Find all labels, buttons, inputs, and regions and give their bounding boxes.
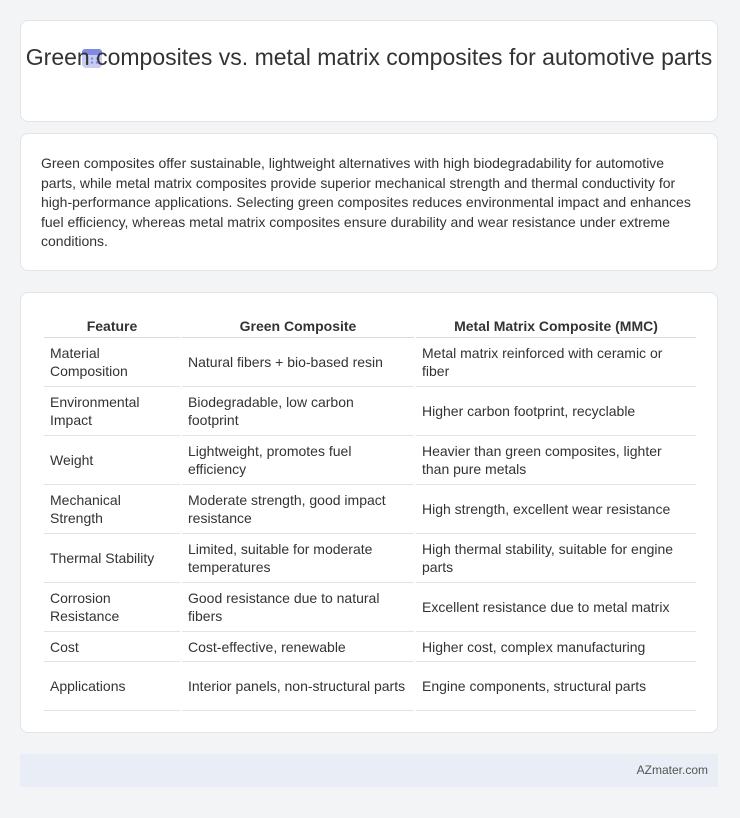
- row-feature: Material Composition: [44, 338, 180, 387]
- table-row: [44, 387, 696, 436]
- table-row: [44, 583, 696, 632]
- row-green-value: Limited, suitable for moderate temperatures: [182, 534, 414, 583]
- row-green-value: Moderate strength, good impact resistance: [182, 485, 414, 534]
- row-green-value: Lightweight, promotes fuel efficiency: [182, 436, 414, 485]
- header-feature: Feature: [44, 315, 180, 338]
- row-mmc-value: Heavier than green composites, lighter than pure metals: [416, 436, 696, 485]
- table-row: [44, 436, 696, 485]
- row-feature: Cost: [44, 632, 180, 662]
- row-mmc-value: Higher cost, complex manufacturing: [416, 632, 696, 662]
- row-green-value: Biodegradable, low carbon footprint: [182, 387, 414, 436]
- page-title: Green composites vs. metal matrix composites for automotive parts: [25, 44, 713, 70]
- table-row: [44, 662, 696, 711]
- summary-card: [20, 133, 718, 271]
- row-feature: Thermal Stability: [44, 534, 180, 583]
- row-mmc-value: Metal matrix reinforced with ceramic or fiber: [416, 338, 696, 387]
- row-mmc-value: High strength, excellent wear resistance: [416, 485, 696, 534]
- row-mmc-value: High thermal stability, suitable for engine parts: [416, 534, 696, 583]
- row-mmc-value: Engine components, structural parts: [416, 662, 696, 711]
- summary-text: Green composites offer sustainable, lightweight alternatives with high biodegradability for automotive parts, while metal matrix composites provide superior mechanical strength and thermal conductivity for high-performance applications. Selecting green composites reduces environmental impact and enhances fuel efficiency, whereas metal matrix composites ensure durability and wear resistance under extreme conditions.: [41, 155, 691, 250]
- row-mmc-value: Excellent resistance due to metal matrix: [416, 583, 696, 632]
- header-green-composite: Green Composite: [182, 315, 414, 338]
- row-green-value: Cost-effective, renewable: [182, 632, 414, 662]
- table-header-row: [44, 315, 696, 338]
- comparison-table-card: [20, 292, 718, 733]
- row-feature: Applications: [44, 662, 180, 711]
- footer-site-link[interactable]: AZmater.com: [636, 763, 708, 777]
- table-row: [44, 338, 696, 387]
- row-feature: Environmental Impact: [44, 387, 180, 436]
- row-feature: Mechanical Strength: [44, 485, 180, 534]
- footer-bar: [20, 754, 718, 787]
- comparison-table: [42, 315, 698, 711]
- row-green-value: Interior panels, non-structural parts: [182, 662, 414, 711]
- row-feature: Corrosion Resistance: [44, 583, 180, 632]
- title-card: [20, 20, 718, 122]
- row-green-value: Good resistance due to natural fibers: [182, 583, 414, 632]
- row-mmc-value: Higher carbon footprint, recyclable: [416, 387, 696, 436]
- row-feature: Weight: [44, 436, 180, 485]
- row-green-value: Natural fibers + bio-based resin: [182, 338, 414, 387]
- table-row: [44, 534, 696, 583]
- table-row: [44, 485, 696, 534]
- table-row: [44, 632, 696, 662]
- header-mmc: Metal Matrix Composite (MMC): [416, 315, 696, 338]
